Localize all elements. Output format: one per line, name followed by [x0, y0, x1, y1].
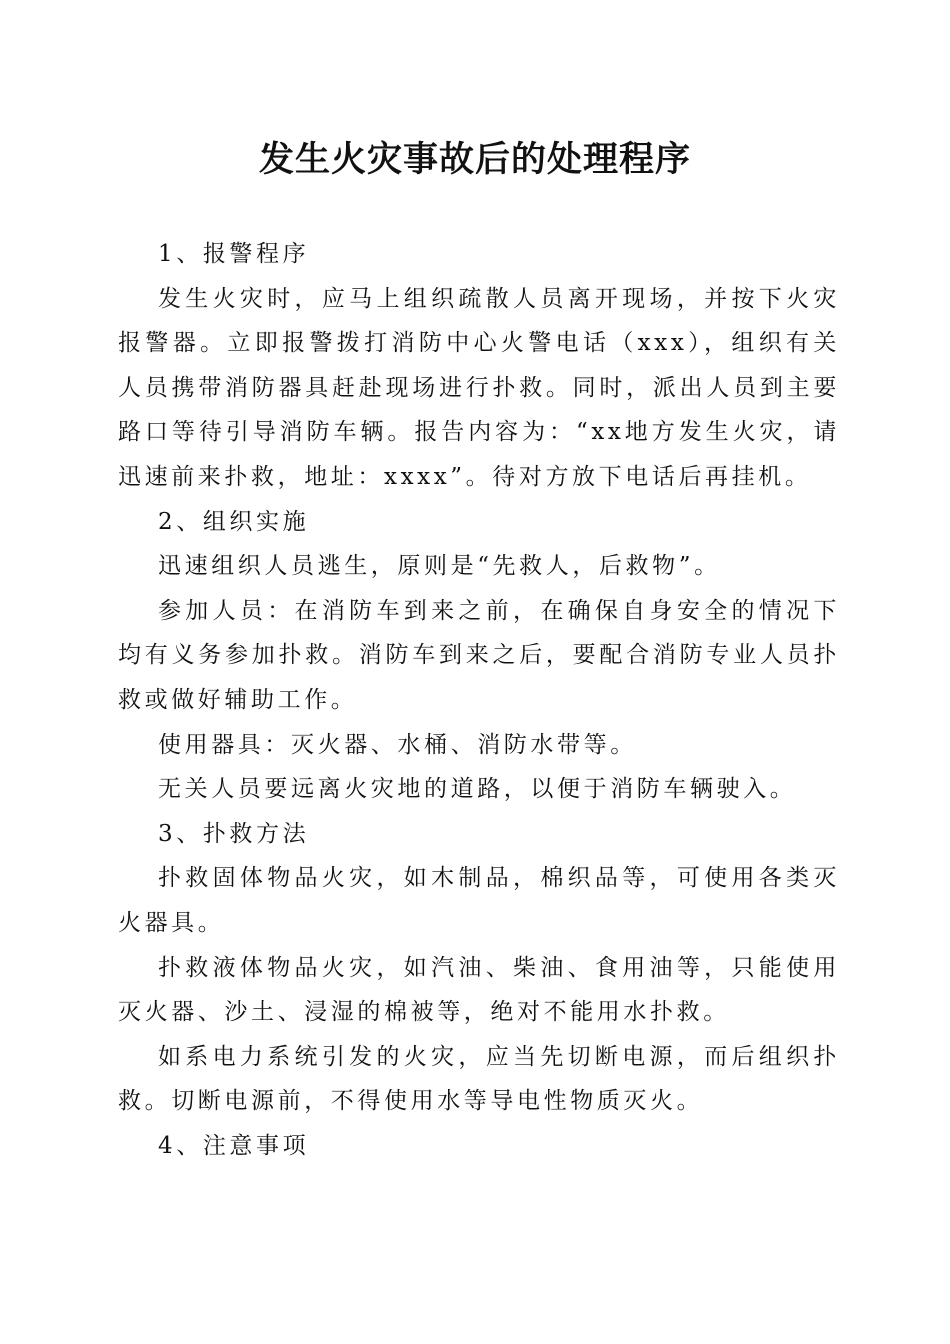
- paragraph-liquid-fire: 扑救液体物品火灾，如汽油、柴油、食用油等，只能使用灭火器、沙土、浸湿的棉被等，绝对不能用水扑救。: [118, 954, 840, 1026]
- paragraph-equipment: 使用器具：灭火器、水桶、消防水带等。: [158, 731, 637, 758]
- section-heading-notes: 4、注意事项: [158, 1132, 310, 1159]
- paragraph-electrical-fire: 如系电力系统引发的火灾，应当先切断电源，而后组织扑救。切断电源前，不得使用水等导电性物质灭火。: [118, 1043, 840, 1115]
- section-heading-implementation: 2、组织实施: [158, 508, 310, 535]
- paragraph-evacuation-principle: 迅速组织人员逃生，原则是“先救人，后救物”。: [158, 553, 721, 580]
- paragraph-alarm-procedure: 发生火灾时，应马上组织疏散人员离开现场，并按下火灾报警器。立即报警拨打消防中心火警电话（xxx），组织有关人员携带消防器具赶赴现场进行扑救。同时，派出人员到主要路口等待引导消防车辆。报告内容为：“xx地方发生火灾，请迅速前来扑救，地址：xxxx”。待对方放下电话后再挂机。: [118, 285, 840, 490]
- section-heading-methods: 3、扑救方法: [158, 820, 310, 847]
- document-title: 发生火灾事故后的处理程序: [258, 139, 691, 180]
- paragraph-participants: 参加人员：在消防车到来之前，在确保自身安全的情况下均有义务参加扑救。消防车到来之后，要配合消防专业人员扑救或做好辅助工作。: [118, 597, 840, 713]
- paragraph-solid-fire: 扑救固体物品火灾，如木制品，棉织品等，可使用各类灭火器具。: [118, 865, 840, 936]
- paragraph-road-clearance: 无关人员要远离火灾地的道路，以便于消防车辆驶入。: [158, 776, 797, 803]
- section-heading-alarm: 1、报警程序: [158, 241, 310, 267]
- document-body: [118, 232, 840, 1168]
